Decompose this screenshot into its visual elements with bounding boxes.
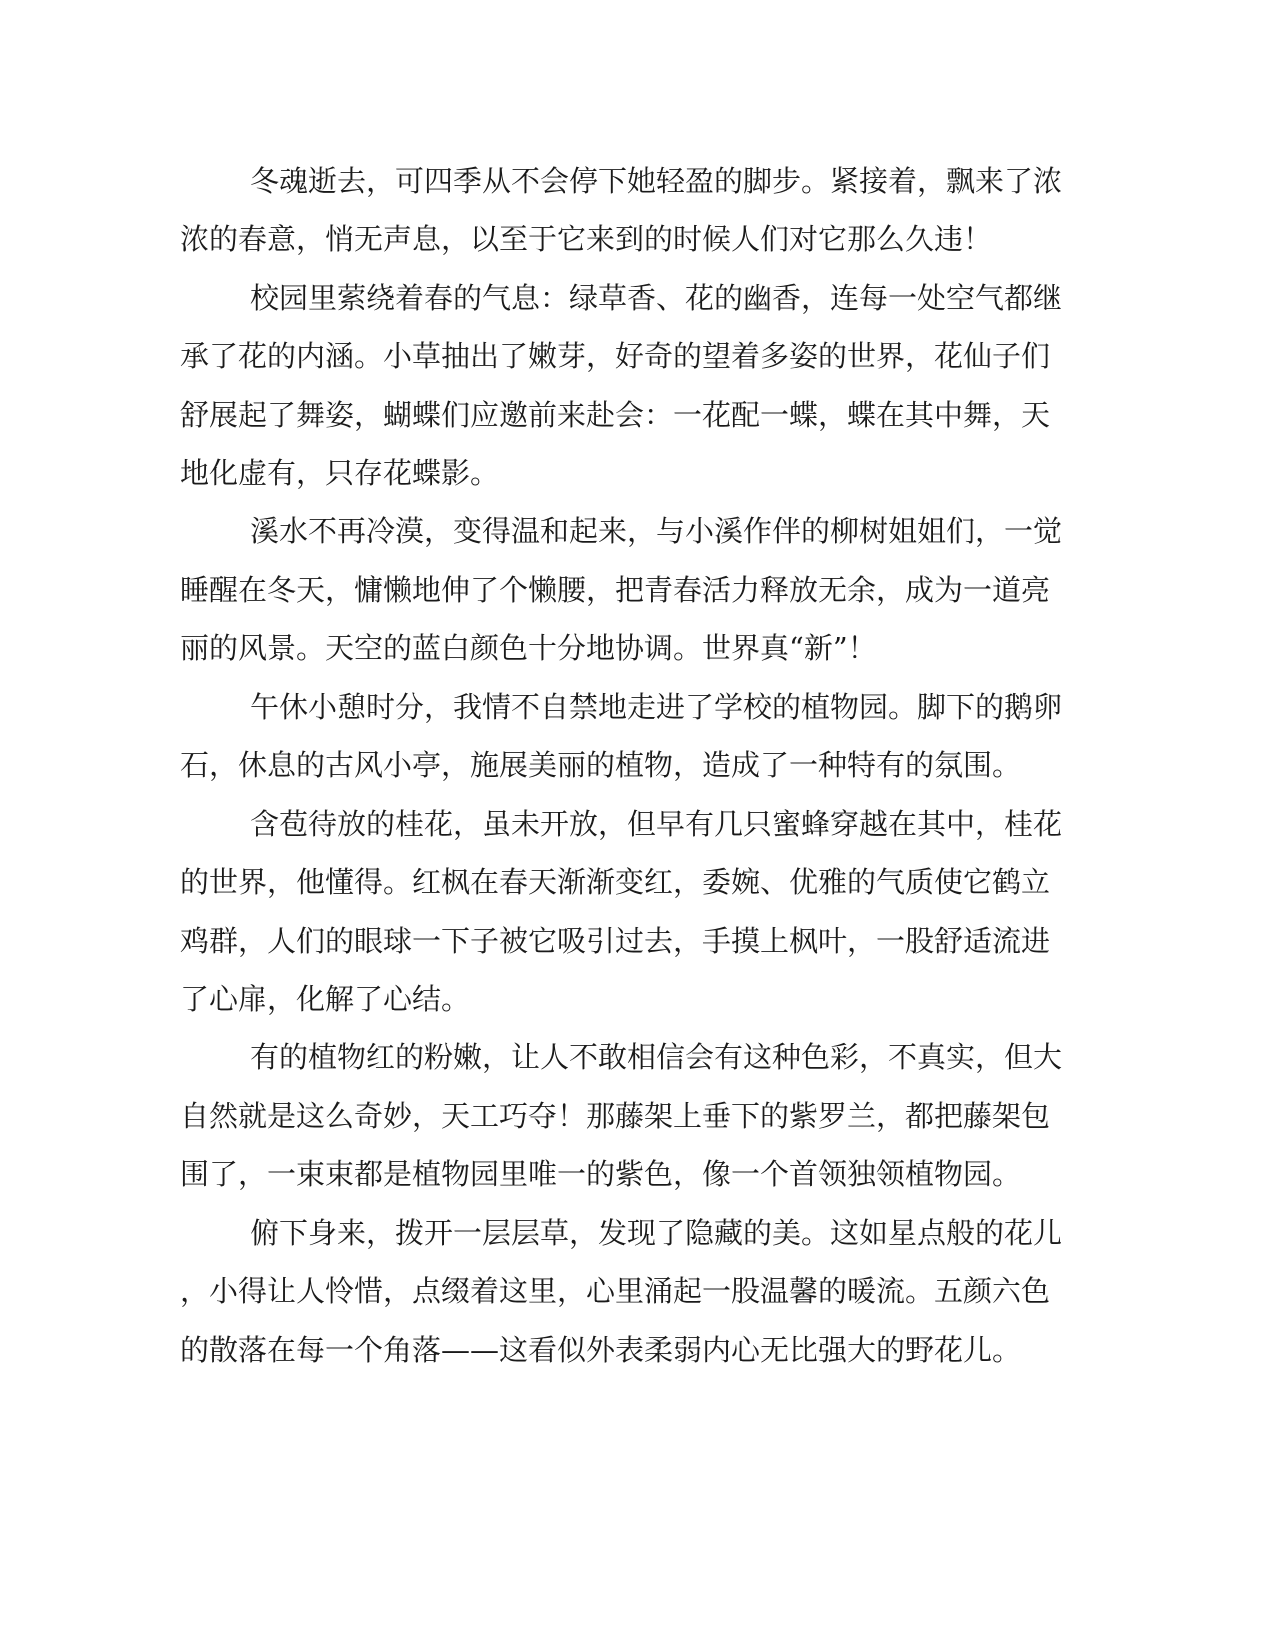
- text-line: 睡醒在冬天，慵懒地伸了个懒腰，把青春活力释放无余，成为一道亮: [180, 573, 1051, 607]
- text-line: 舒展起了舞姿，蝴蝶们应邀前来赴会：一花配一蝶，蝶在其中舞，天: [180, 398, 1051, 432]
- text-line: 承了花的内涵。小草抽出了嫩芽，好奇的望着多姿的世界，花仙子们: [180, 339, 1051, 373]
- text-line: 的散落在每一个角落——这看似外表柔弱内心无比强大的野花儿。: [180, 1333, 1022, 1367]
- text-line: 地化虚有，只存花蝶影。: [180, 456, 500, 490]
- text-line: 校园里萦绕着春的气息：绿草香、花的幽香，连每一处空气都继: [250, 281, 1063, 315]
- text-line: ，小得让人怜惜，点缀着这里，心里涌起一股温馨的暖流。五颜六色: [180, 1274, 1051, 1308]
- text-line: 丽的风景。天空的蓝白颜色十分地协调。世界真“新”！: [180, 631, 877, 665]
- text-line: 溪水不再冷漠，变得温和起来，与小溪作伴的柳树姐姐们，一觉: [250, 514, 1063, 548]
- text-line: 围了，一束束都是植物园里唯一的紫色，像一个首领独领植物园。: [180, 1157, 1022, 1191]
- text-line: 冬魂逝去，可四季从不会停下她轻盈的脚步。紧接着，飘来了浓: [250, 164, 1063, 198]
- text-line: 有的植物红的粉嫩，让人不敢相信会有这种色彩，不真实，但大: [250, 1040, 1063, 1074]
- text-line: 含苞待放的桂花，虽未开放，但早有几只蜜蜂穿越在其中，桂花: [250, 807, 1063, 841]
- text-line: 俯下身来，拨开一层层草，发现了隐藏的美。这如星点般的花儿: [250, 1216, 1063, 1250]
- text-line: 石，休息的古风小亭，施展美丽的植物，造成了一种特有的氛围。: [180, 748, 1022, 782]
- text-line: 午休小憩时分，我情不自禁地走进了学校的植物园。脚下的鹅卵: [250, 690, 1063, 724]
- text-line: 了心扉，化解了心结。: [180, 982, 471, 1016]
- text-line: 鸡群，人们的眼球一下子被它吸引过去，手摸上枫叶，一股舒适流进: [180, 924, 1051, 958]
- text-line: 自然就是这么奇妙，天工巧夺！那藤架上垂下的紫罗兰，都把藤架包: [180, 1099, 1051, 1133]
- text-line: 的世界，他懂得。红枫在春天渐渐变红，委婉、优雅的气质使它鹤立: [180, 865, 1051, 899]
- text-line: 浓的春意，悄无声息，以至于它来到的时候人们对它那么久违！: [180, 222, 993, 256]
